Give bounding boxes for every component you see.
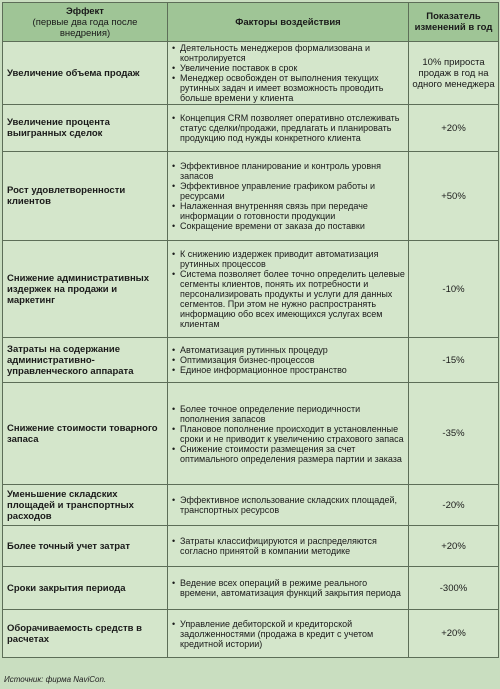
header-indicator: Показатель изменений в год — [409, 3, 499, 42]
indicator-cell: +50% — [409, 152, 499, 241]
effect-cell: Снижение административных издержек на продажи и маркетинг — [3, 241, 168, 338]
factor-item: • Увеличение поставок в срок — [172, 63, 405, 73]
factor-item: • Автоматизация рутинных процедур — [172, 345, 405, 355]
effect-cell: Сроки закрытия периода — [3, 567, 168, 610]
table-row — [3, 485, 499, 526]
factors-list — [172, 578, 405, 598]
table-row — [3, 152, 499, 241]
factors-list — [172, 113, 405, 143]
factor-item: • Управление дебиторской и кредиторской задолженностями (продажа в кредит с учетом кредитной истории) — [172, 619, 405, 649]
factors-cell — [168, 241, 409, 338]
factor-item: • Оптимизация бизнес-процессов — [172, 355, 405, 365]
indicator-cell: +20% — [409, 105, 499, 152]
factor-item: • Ведение всех операций в режиме реального времени, автоматизация функций закрытия периода — [172, 578, 405, 598]
factor-item: • Эффективное планирование и контроль уровня запасов — [172, 161, 405, 181]
table-row — [3, 105, 499, 152]
table-row — [3, 567, 499, 610]
header-factors: Факторы воздействия — [168, 3, 409, 42]
indicator-cell: 10% прироста продаж в год на одного менеджера — [409, 42, 499, 105]
table-row — [3, 383, 499, 485]
indicator-cell: +20% — [409, 526, 499, 567]
indicator-cell: -10% — [409, 241, 499, 338]
factor-item: • Более точное определение периодичности пополнения запасов — [172, 404, 405, 424]
effect-cell: Увеличение объема продаж — [3, 42, 168, 105]
table-header-row — [3, 3, 499, 42]
crm-effects-table — [2, 2, 499, 658]
indicator-cell: -300% — [409, 567, 499, 610]
effect-cell: Рост удовлетворенности клиентов — [3, 152, 168, 241]
indicator-cell: -20% — [409, 485, 499, 526]
indicator-cell: -35% — [409, 383, 499, 485]
header-effect — [3, 3, 168, 42]
factors-list — [172, 619, 405, 649]
table-row — [3, 338, 499, 383]
factor-item: • Эффективное использование складских площадей, транспортных ресурсов — [172, 495, 405, 515]
factors-list — [172, 345, 405, 375]
factors-list — [172, 536, 405, 556]
factors-cell — [168, 42, 409, 105]
effect-cell: Уменьшение складских площадей и транспортных расходов — [3, 485, 168, 526]
table-row — [3, 526, 499, 567]
factor-item: • Плановое пополнение происходит в установленные сроки и не приводит к увеличению страхового запаса — [172, 424, 405, 444]
effect-cell: Затраты на содержание административно-управленческого аппарата — [3, 338, 168, 383]
factor-item: • Единое информационное пространство — [172, 365, 405, 375]
effect-cell: Увеличение процента выигранных сделок — [3, 105, 168, 152]
factors-cell — [168, 383, 409, 485]
effect-cell: Снижение стоимости товарного запаса — [3, 383, 168, 485]
factors-cell — [168, 526, 409, 567]
header-effect-subtitle: (первые два года после внедрения) — [32, 16, 138, 39]
factors-list — [172, 404, 405, 464]
factor-item: • К снижению издержек приводит автоматизация рутинных процессов — [172, 249, 405, 269]
table-row — [3, 241, 499, 338]
factor-item: • Налаженная внутренняя связь при передаче информации о готовности продукции — [172, 201, 405, 221]
factors-cell — [168, 485, 409, 526]
factors-cell — [168, 567, 409, 610]
table-row — [3, 610, 499, 658]
factors-list — [172, 43, 405, 103]
factor-item: • Затраты классифицируются и распределяются согласно принятой в компании методике — [172, 536, 405, 556]
factors-list — [172, 161, 405, 231]
factor-item: • Менеджер освобожден от выполнения текущих рутинных задач и имеет возможность проводить больше времени у клиента — [172, 73, 405, 103]
factors-cell — [168, 105, 409, 152]
factors-cell — [168, 152, 409, 241]
table-row — [3, 42, 499, 105]
factor-item: • Деятельность менеджеров формализована и контролируется — [172, 43, 405, 63]
factor-item: • Снижение стоимости размещения за счет оптимального определения размера партии и заказа — [172, 444, 405, 464]
indicator-cell: +20% — [409, 610, 499, 658]
factor-item: • Сокращение времени от заказа до поставки — [172, 221, 405, 231]
factors-cell — [168, 338, 409, 383]
factor-item: • Концепция CRM позволяет оперативно отслеживать статус сделки/продажи, предлагать и планировать продукцию под нужды конкретного клиента — [172, 113, 405, 143]
factor-item: • Эффективное управление графиком работы и ресурсами — [172, 181, 405, 201]
factor-item: • Система позволяет более точно определить целевые сегменты клиентов, понять их потребности и персонализировать продукты и услуги для данных сегментов. При этом не нужно распространять информацию обо всех имеющихся услугах всем клиентам — [172, 269, 405, 329]
factors-cell — [168, 610, 409, 658]
source-note: Источник: фирма NaviCon. — [4, 675, 107, 684]
indicator-cell: -15% — [409, 338, 499, 383]
header-effect-title: Эффект — [66, 5, 104, 17]
factors-list — [172, 495, 405, 515]
factors-list — [172, 249, 405, 329]
effect-cell: Оборачиваемость средств в расчетах — [3, 610, 168, 658]
effect-cell: Более точный учет затрат — [3, 526, 168, 567]
